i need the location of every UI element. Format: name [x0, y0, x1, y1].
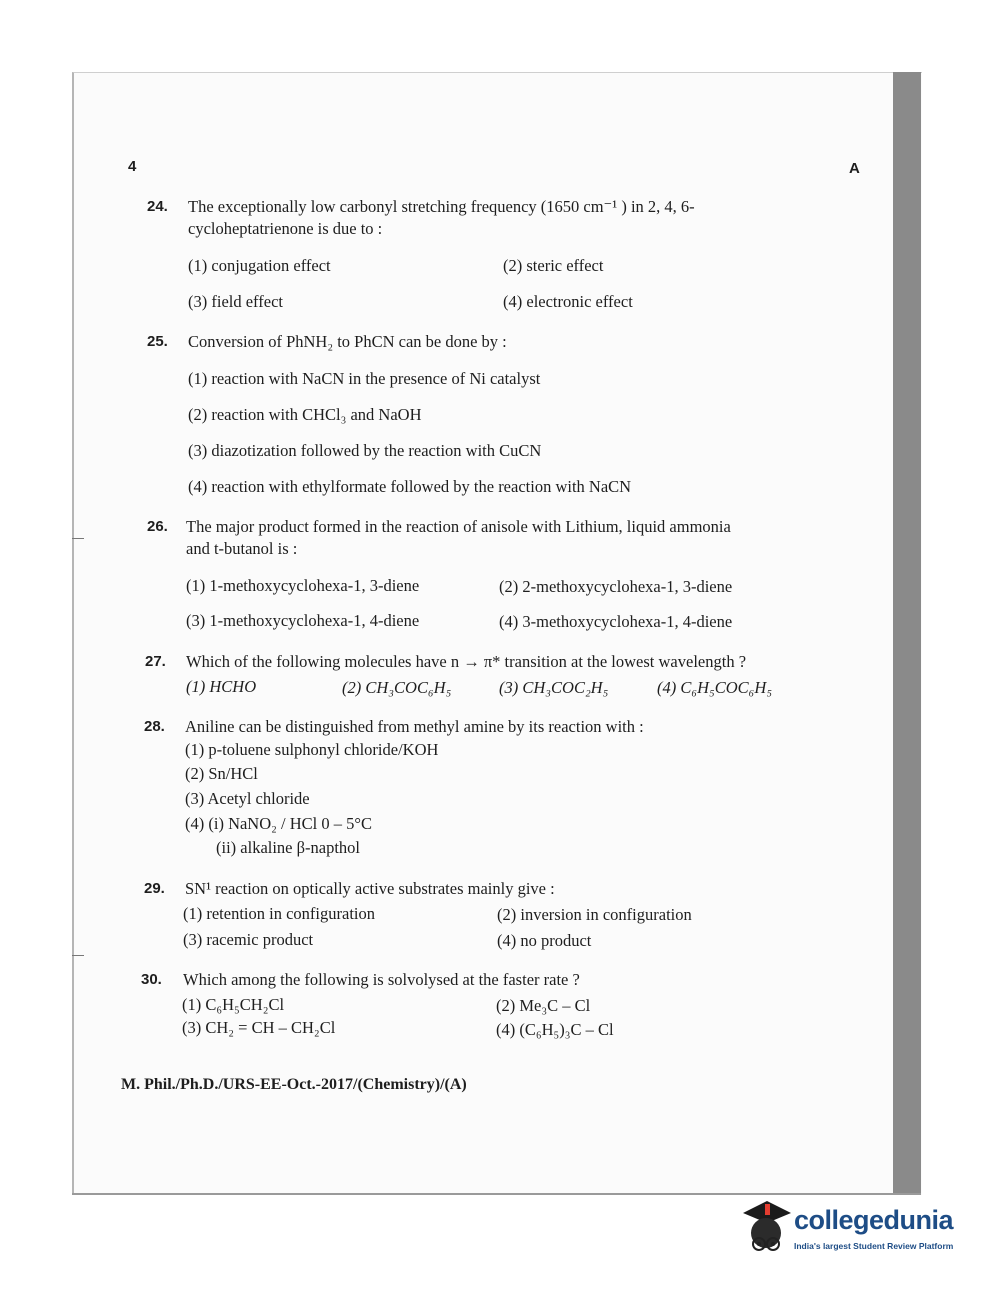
collegedunia-logo — [737, 1195, 967, 1261]
option-4: (4) no product — [497, 931, 592, 950]
question-number: 26. — [147, 518, 168, 535]
option-1: (1) HCHO — [186, 677, 257, 696]
question-number: 27. — [145, 653, 166, 670]
option-4: (4) (C₆H₅)₃C – Cl — [496, 1020, 614, 1039]
option-1: (1) conjugation effect — [188, 256, 331, 275]
option-4: (4) reaction with ethylformate followed by the reaction with NaCN — [188, 477, 632, 496]
question-stem: The exceptionally low carbonyl stretching frequency (1650 cm⁻¹ ) in 2, 4, 6- — [188, 197, 695, 216]
option-1: (1) 1-methoxycyclohexa-1, 3-diene — [186, 576, 420, 595]
option-2: (2) Me₃C – Cl — [496, 996, 591, 1015]
option-2: (2) CH₃COC₆H₅ — [342, 678, 452, 697]
question-number: 30. — [141, 971, 162, 988]
option-2: (2) steric effect — [503, 256, 604, 275]
question-number: 24. — [147, 198, 168, 215]
graduate-mascot-icon — [737, 1195, 795, 1259]
question-stem: Which of the following molecules have n → π* transition at the lowest wavelength ? — [186, 652, 747, 671]
question-number: 25. — [147, 333, 168, 350]
question-stem: Which among the following is solvolysed at the faster rate ? — [183, 970, 580, 989]
margin-mark — [72, 955, 84, 956]
option-2: (2) 2-methoxycyclohexa-1, 3-diene — [499, 577, 733, 596]
option-4: (4) electronic effect — [503, 292, 633, 311]
option-3: (3) CH₂ = CH – CH₂Cl — [182, 1018, 336, 1037]
option-4-part-ii: (ii) alkaline β-napthol — [216, 838, 361, 857]
brand-name: collegedunia — [794, 1205, 954, 1235]
option-2: (2) Sn/HCl — [185, 764, 258, 783]
question-number: 29. — [144, 880, 165, 897]
option-1: (1) C₆H₅CH₂Cl — [182, 995, 285, 1014]
option-1: (1) p-toluene sulphonyl chloride/KOH — [185, 740, 439, 759]
brand-tagline: India's largest Student Review Platform — [794, 1241, 954, 1251]
option-3: (3) 1-methoxycyclohexa-1, 4-diene — [186, 611, 420, 630]
option-1: (1) reaction with NaCN in the presence of Ni catalyst — [188, 369, 541, 388]
option-4: (4) 3-methoxycyclohexa-1, 4-diene — [499, 612, 733, 631]
option-1: (1) retention in configuration — [183, 904, 375, 923]
question-stem: The major product formed in the reaction of anisole with Lithium, liquid ammonia — [186, 517, 731, 536]
option-3: (3) CH₃COC₂H₅ — [499, 678, 609, 697]
option-2: (2) inversion in configuration — [497, 905, 692, 924]
question-stem: and t-butanol is : — [186, 539, 298, 558]
exam-code-footer: M. Phil./Ph.D./URS-EE-Oct.-2017/(Chemistry)/(A) — [121, 1076, 467, 1093]
question-stem: SN¹ reaction on optically active substrates mainly give : — [185, 879, 555, 898]
margin-mark — [72, 538, 84, 539]
set-code: A — [849, 160, 860, 177]
scan-edge-strip — [893, 72, 921, 1194]
question-stem: Conversion of PhNH₂ to PhCN can be done by : — [188, 332, 507, 351]
option-3: (3) field effect — [188, 292, 283, 311]
question-stem: Aniline can be distinguished from methyl amine by its reaction with : — [185, 717, 644, 736]
page-number: 4 — [128, 158, 137, 175]
option-3: (3) Acetyl chloride — [185, 789, 310, 808]
option-2: (2) reaction with CHCl₃ and NaOH — [188, 405, 422, 424]
option-4: (4) C₆H₅COC₆H₅ — [657, 678, 773, 697]
option-3: (3) racemic product — [183, 930, 314, 949]
question-number: 28. — [144, 718, 165, 735]
question-stem: cycloheptatrienone is due to : — [188, 219, 383, 238]
option-3: (3) diazotization followed by the reaction with CuCN — [188, 441, 542, 460]
option-4: (4) (i) NaNO₂ / HCl 0 – 5°C — [185, 814, 372, 833]
